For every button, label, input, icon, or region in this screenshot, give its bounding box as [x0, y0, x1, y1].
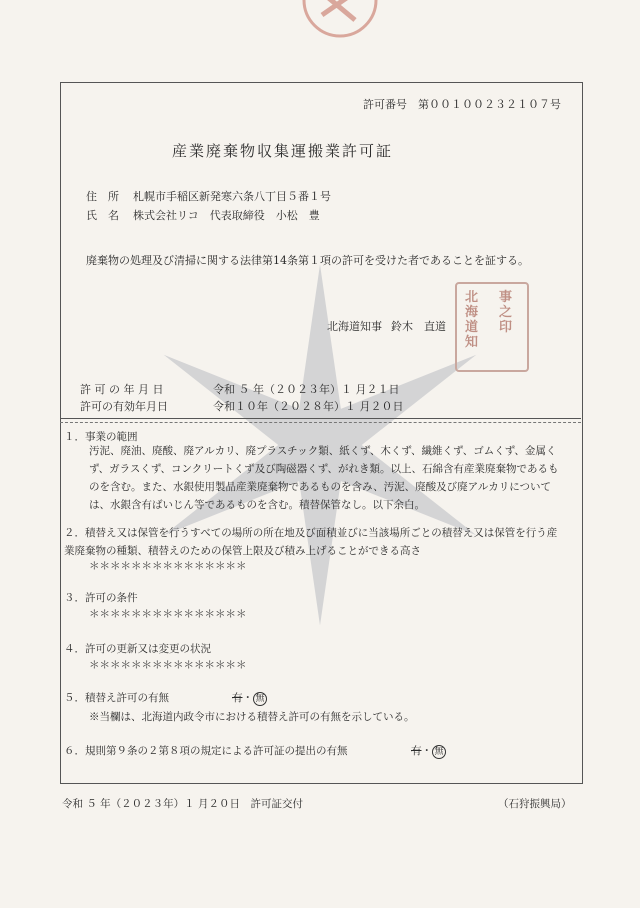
divider-solid — [60, 418, 581, 419]
section-6-title: ６．規則第９条の２第８項の規定による許可証の提出の有無 — [64, 745, 348, 757]
section-5-options: 有・ 無 — [232, 690, 267, 706]
section-3-title: ３．許可の条件 — [64, 592, 138, 604]
section-6-options: 有・ 無 — [411, 743, 446, 759]
name-label: 氏 名 — [86, 209, 119, 222]
expiry-date-value: 令和１０年（２０２８年）１ 月２０日 — [213, 400, 404, 413]
issue-date: 令和 ５ 年（２０２３年）１ 月２０日 許可証交付 — [62, 798, 304, 810]
section-5-option-no: 無 — [253, 692, 267, 706]
section-2-body: ＊＊＊＊＊＊＊＊＊＊＊＊＊＊＊ — [89, 560, 247, 572]
issuer-name: 鈴木 直道 — [391, 320, 446, 333]
governor-seal: 北海道知 事之印 — [455, 282, 529, 372]
address-value: 札幌市手稲区新発寒六条八丁目５番１号 — [133, 190, 331, 203]
section-4-title: ４．許可の更新又は変更の状況 — [64, 643, 211, 655]
section-5-note: ※当欄は、北海道内政令市における積替え許可の有無を示している。 — [89, 711, 415, 723]
expiry-date-label: 許可の有効年月日 — [80, 400, 168, 413]
section-4-body: ＊＊＊＊＊＊＊＊＊＊＊＊＊＊＊ — [89, 659, 247, 671]
document-title: 産業廃棄物収集運搬業許可証 — [172, 142, 394, 160]
certification-text: 廃棄物の処理及び清掃に関する法律第14条第１項の許可を受けた者であることを証する。 — [86, 254, 529, 267]
permit-number: 許可番号 第００１００２３２１０７号 — [363, 98, 561, 111]
section-1-title: １．事業の範囲 — [64, 431, 138, 443]
name-value: 株式会社リコ 代表取締役 小松 豊 — [133, 209, 320, 222]
section-2-title: ２．積替え又は保管を行うすべての場所の所在地及び面積並びに当該場所ごとの積替え又は保管を行う産業廃棄物の種類、積替えのための保管上限及び積み上げることができる高さ — [64, 527, 558, 557]
section-6-option-yes: 有 — [411, 745, 422, 757]
top-seal-stamp — [300, 0, 380, 40]
divider-dashed — [60, 422, 581, 423]
issuing-office: （石狩振興局） — [498, 798, 572, 810]
section-1-body: 汚泥、廃油、廃酸、廃アルカリ、廃プラスチック類、紙くず、木くず、繊維くず、ゴムくず、金属くず、ガラスくず、コンクリートくず及び陶磁器くず、がれき類。以上、石綿含有産業廃棄物であるものを含む。また、水銀使用製品産業廃棄物であるものを含み、汚泥、廃酸及び廃アルカリについては、水銀含有ばいじん等であるものを含む。積替保管なし。以下余白。 — [89, 445, 559, 511]
grant-date-value: 令和 ５ 年（２０２３年）１ 月２１日 — [213, 383, 400, 396]
address-label: 住 所 — [86, 190, 119, 203]
grant-date-label: 許 可 の 年 月 日 — [80, 383, 164, 396]
section-6-option-no: 無 — [432, 745, 446, 759]
issuer-title: 北海道知事 — [327, 320, 382, 333]
section-3-body: ＊＊＊＊＊＊＊＊＊＊＊＊＊＊＊ — [89, 608, 247, 620]
section-5-title: ５．積替え許可の有無 — [64, 692, 169, 704]
section-5-option-yes: 有 — [232, 692, 243, 704]
